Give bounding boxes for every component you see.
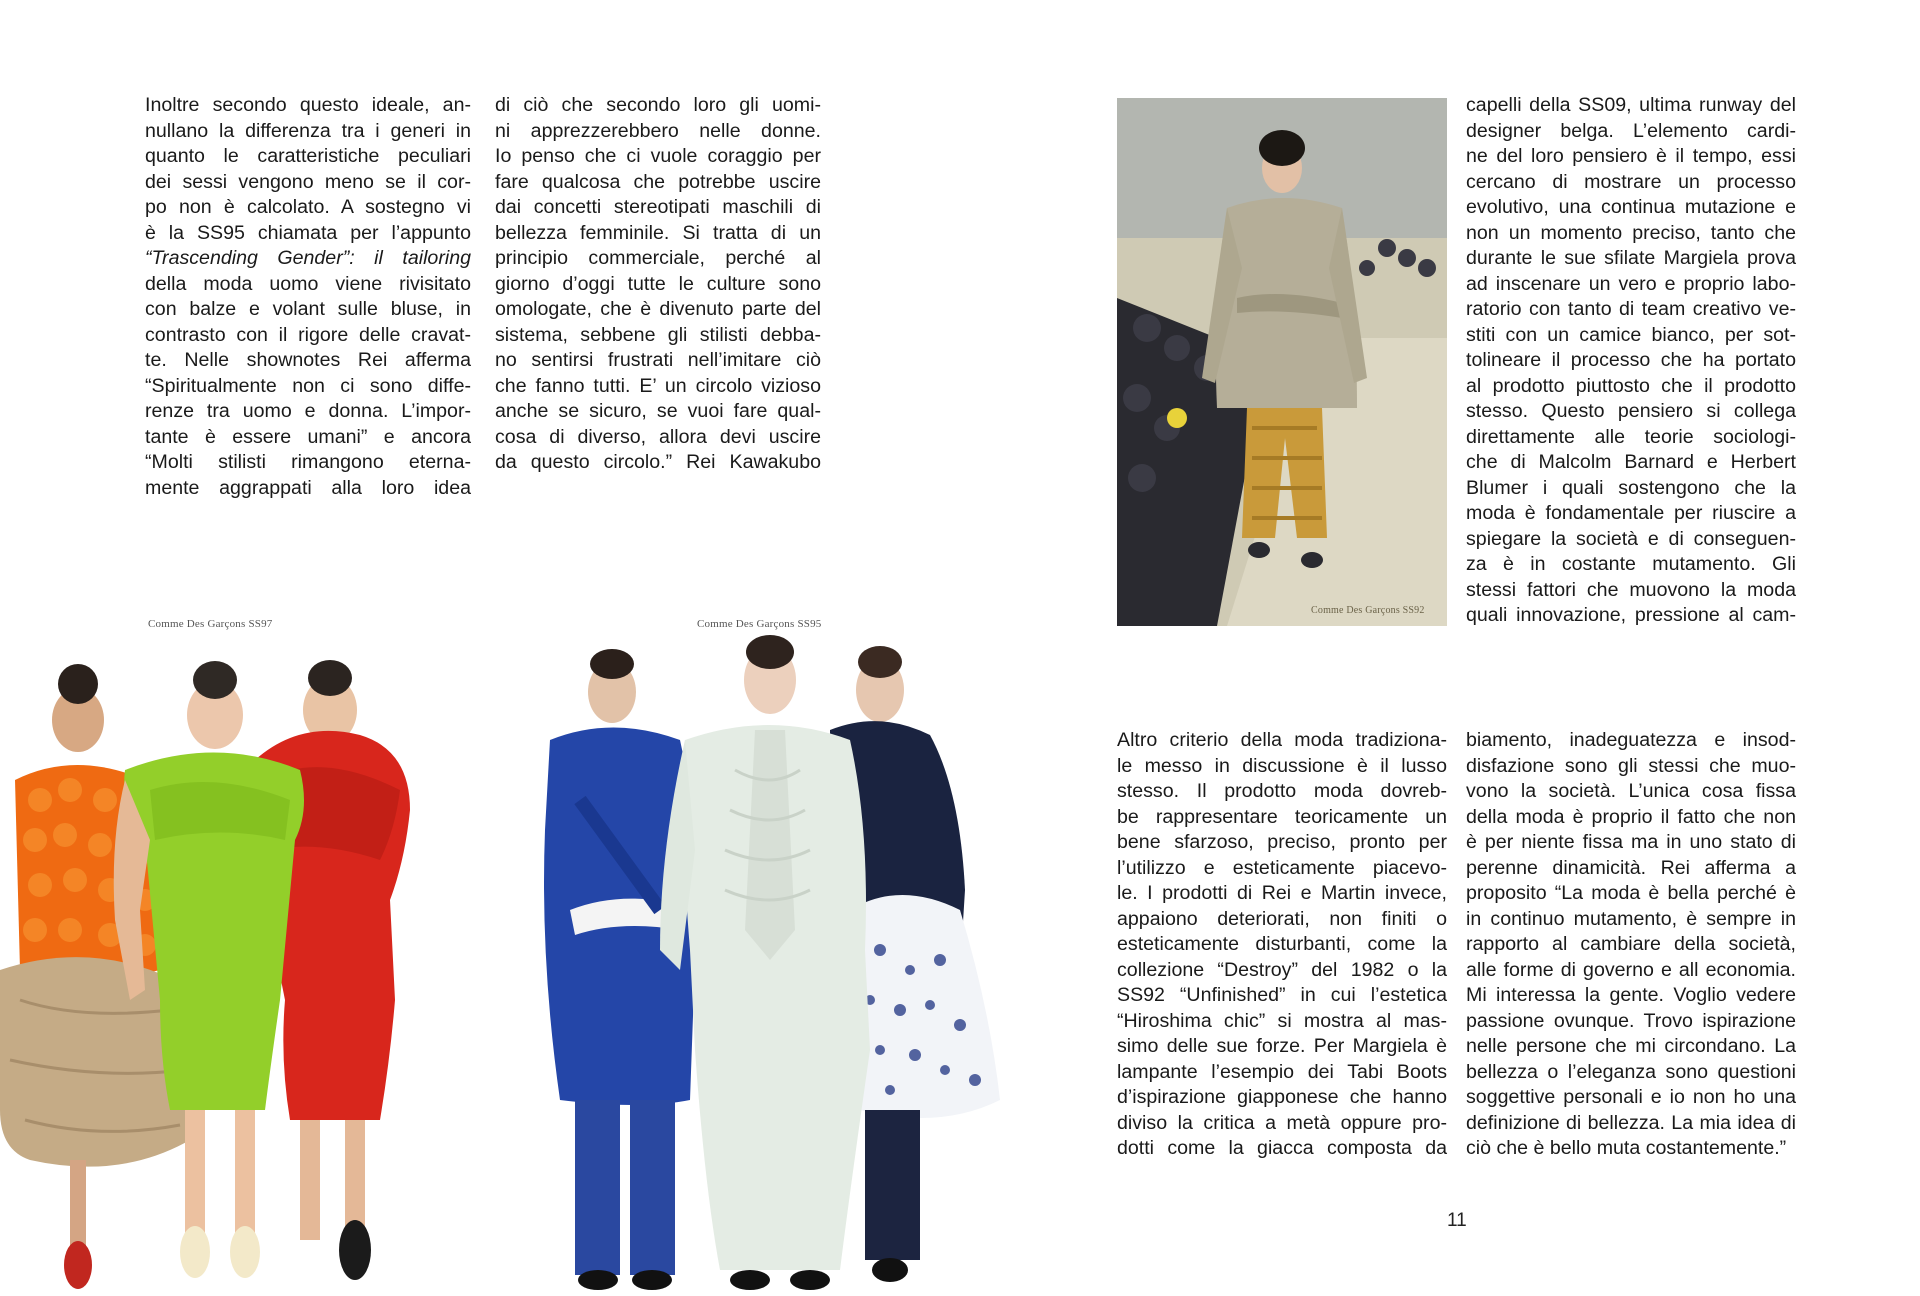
right-column-bottom-right bbox=[1466, 728, 1796, 1162]
text-line: della moda è proprio il fatto che non bbox=[1466, 805, 1796, 828]
runway-photo-ss92 bbox=[1117, 98, 1447, 626]
text-line: bellezza femminile. Si tratta di un bbox=[495, 221, 821, 244]
text-line: ad inscenare un vero e proprio labo- bbox=[1466, 272, 1796, 295]
text-line: ne del loro pensiero è il tempo, essi bbox=[1466, 145, 1796, 167]
text-line: principio commerciale, perché al bbox=[495, 247, 821, 269]
text-line: perenne dinamicità. Rei afferma a bbox=[1466, 856, 1796, 879]
text-line: designer belga. L’elemento cardi- bbox=[1466, 119, 1796, 142]
text-line: za è in costante mutamento. Gli bbox=[1466, 553, 1796, 575]
text-line: proposito “La moda è bella perché è bbox=[1466, 882, 1796, 904]
text-line: collezione “Destroy” del 1982 o la bbox=[1117, 958, 1447, 981]
text-line: nullano la differenza tra i generi in bbox=[145, 119, 471, 142]
text-line: diviso la critica a metà oppure pro- bbox=[1117, 1111, 1447, 1134]
text-line: bene sfarzoso, preciso, pronto per bbox=[1117, 831, 1447, 853]
text-line: definizione di bellezza. La mia idea di bbox=[1466, 1111, 1796, 1134]
right-column-top bbox=[1466, 93, 1796, 629]
text-line: le. I prodotti di Rei e Martin invece, bbox=[1117, 882, 1447, 904]
text-line: passione ovunque. Trovo ispirazione bbox=[1466, 1009, 1796, 1032]
text-line: stessi fattori che muovono la moda bbox=[1466, 578, 1796, 601]
text-line: ratorio con tanto di team creativo ve- bbox=[1466, 298, 1796, 320]
text-line: è per niente fissa ma in uno stato di bbox=[1466, 831, 1796, 853]
text-line: al prodotto piuttosto che il prodotto bbox=[1466, 374, 1796, 397]
text-line: esteticamente disturbanti, come la bbox=[1117, 933, 1447, 955]
text-line: renze tra uomo e donna. L’impor- bbox=[145, 400, 471, 422]
text-line: cosa di diverso, allora devi uscire bbox=[495, 425, 821, 448]
text-line: ni apprezzerebbero nelle donne. bbox=[495, 119, 821, 142]
text-line: “Molti stilisti rimangono eterna- bbox=[145, 451, 471, 473]
text-line: “Spiritualmente non ci sono diffe- bbox=[145, 374, 471, 397]
text-line: rapporto al cambiare della società, bbox=[1466, 933, 1796, 955]
text-line: da questo circolo.” Rei Kawakubo bbox=[495, 451, 821, 473]
text-line: giorno d’oggi tutte le culture sono bbox=[495, 272, 821, 295]
text-line: evolutivo, una continua mutazione e bbox=[1466, 196, 1796, 218]
text-line: Altro criterio della moda tradiziona- bbox=[1117, 729, 1447, 751]
text-line: dai concetti stereotipati maschili di bbox=[495, 196, 821, 218]
text-line: quali innovazione, pressione al cam- bbox=[1466, 604, 1796, 626]
text-line: contrasto con il rigore delle cravat- bbox=[145, 323, 471, 346]
text-line: soggettive personali e io non ho una bbox=[1466, 1086, 1796, 1108]
left-column-2 bbox=[495, 93, 821, 476]
text-line: alle forme di governo e all economia. bbox=[1466, 958, 1796, 981]
text-line: Blumer i quali sostengono che la bbox=[1466, 476, 1796, 499]
caption-ss95: Comme Des Garçons SS95 bbox=[697, 618, 822, 630]
text-line: moda è fondamentale per riuscire a bbox=[1466, 502, 1796, 524]
text-line: SS92 “Unfinished” in cui l’estetica bbox=[1117, 984, 1447, 1006]
text-line: che fanno tutti. E’ un circolo vizioso bbox=[495, 374, 821, 397]
text-line: po non è calcolato. A sostegno vi bbox=[145, 196, 471, 218]
text-line: le messo in discussione è il lusso bbox=[1117, 754, 1447, 777]
text-line: che di Malcolm Barnard e Herbert bbox=[1466, 451, 1796, 473]
text-line: cercano di mostrare un processo bbox=[1466, 170, 1796, 193]
text-line: te. Nelle shownotes Rei afferma bbox=[145, 349, 471, 371]
text-line: simo delle sue forze. Per Margiela è bbox=[1117, 1035, 1447, 1057]
text-line: mente aggrappati alla loro idea bbox=[145, 476, 471, 499]
text-line: stiti con un camice bianco, per sot- bbox=[1466, 323, 1796, 346]
text-line: anche se sicuro, se vuoi fare qual- bbox=[495, 400, 821, 422]
text-line: Mi interessa la gente. Voglio vedere bbox=[1466, 984, 1796, 1006]
page-number: 11 bbox=[1447, 1210, 1467, 1231]
text-line: Io penso che ci vuole coraggio per bbox=[495, 145, 821, 167]
text-line: lampante l’esempio dei Tabi Boots bbox=[1117, 1060, 1447, 1083]
text-line: quanto le caratteristiche peculiari bbox=[145, 145, 471, 167]
text-line: capelli della SS09, ultima runway del bbox=[1466, 94, 1796, 116]
text-line: “Trascending Gender”: il tailoring bbox=[145, 247, 471, 269]
text-line: ciò che è bello muta costantemente.” bbox=[1466, 1137, 1787, 1159]
text-line: spiegare la società e di conseguen- bbox=[1466, 527, 1796, 550]
text-line: fare qualcosa che potrebbe uscire bbox=[495, 170, 821, 193]
text-line: disfazione sono gli stessi che muo- bbox=[1466, 754, 1796, 777]
text-line: dei sessi vengono meno se il cor- bbox=[145, 170, 471, 193]
text-line: tante è essere umani” e ancora bbox=[145, 425, 471, 448]
caption-ss92: Comme Des Garçons SS92 bbox=[1311, 605, 1425, 616]
runway-photo-ss95 bbox=[520, 630, 1020, 1296]
caption-ss97: Comme Des Garçons SS97 bbox=[148, 618, 273, 630]
text-line: dotti come la giacca composta da bbox=[1117, 1137, 1447, 1159]
left-column-1 bbox=[145, 93, 471, 501]
text-line: è la SS95 chiamata per l’appunto bbox=[145, 221, 471, 244]
text-line: durante le sue sfilate Margiela prova bbox=[1466, 247, 1796, 269]
text-line: sistema, sebbene gli stilisti debba- bbox=[495, 323, 821, 346]
text-line: vono la società. L’unica cosa fissa bbox=[1466, 780, 1796, 802]
text-line: bellezza o l’eleganza sono questioni bbox=[1466, 1060, 1796, 1083]
text-line: appaiono deteriorati, non finiti o bbox=[1117, 907, 1447, 930]
right-column-bottom-left bbox=[1117, 728, 1447, 1162]
text-line: in continuo mutamento, è sempre in bbox=[1466, 907, 1796, 930]
text-line: “Hiroshima chic” si mostra al mas- bbox=[1117, 1009, 1447, 1032]
text-line: omologate, che è divenuto parte del bbox=[495, 298, 821, 320]
text-line: non un momento preciso, tanto che bbox=[1466, 221, 1796, 244]
text-line: l’utilizzo e esteticamente piacevo- bbox=[1117, 856, 1447, 879]
text-line: no sentirsi frustrati nell’imitare ciò bbox=[495, 349, 821, 371]
text-line: stesso. Il prodotto moda dovreb- bbox=[1117, 780, 1447, 802]
text-line: con balze e volant sulle bluse, in bbox=[145, 298, 471, 320]
text-line: be rappresentare teoricamente un bbox=[1117, 805, 1447, 828]
text-line: stesso. Questo pensiero si collega bbox=[1466, 400, 1796, 422]
text-line: nelle persone che mi circondano. La bbox=[1466, 1035, 1796, 1057]
text-line: direttamente alle teorie sociologi- bbox=[1466, 425, 1796, 448]
text-line: di ciò che secondo loro gli uomi- bbox=[495, 94, 821, 116]
text-line: Inoltre secondo questo ideale, an- bbox=[145, 94, 471, 116]
text-line: d’ispirazione giapponese che hanno bbox=[1117, 1086, 1447, 1108]
text-line: biamento, inadeguatezza e insod- bbox=[1466, 729, 1796, 751]
runway-photo-ss97 bbox=[0, 640, 460, 1296]
text-line: tolineare il processo che ha portato bbox=[1466, 349, 1796, 371]
text-line: della moda uomo viene rivisitato bbox=[145, 272, 471, 295]
